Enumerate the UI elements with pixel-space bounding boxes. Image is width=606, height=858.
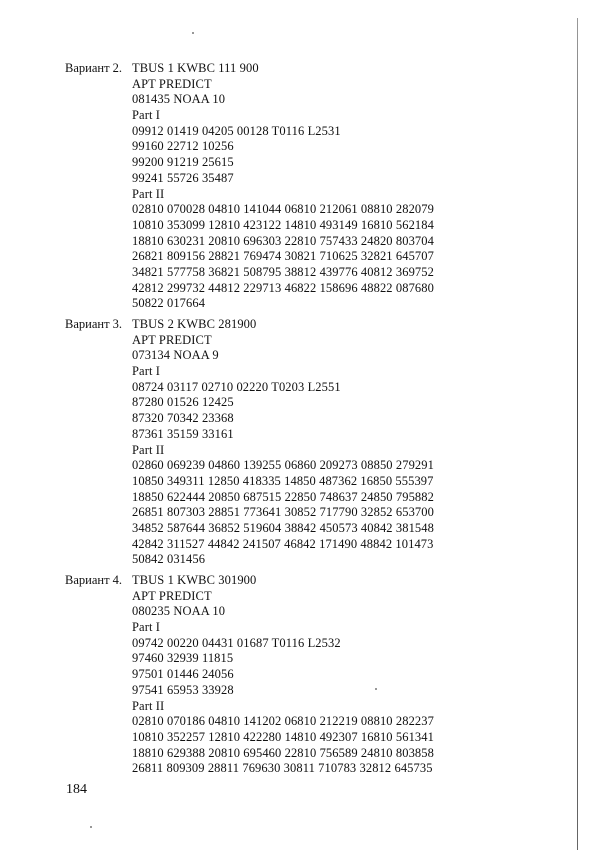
message-line: 10850 349311 12850 418335 14850 487362 16850 555397 [132,473,434,488]
message-line: 87320 70342 23368 [132,411,234,426]
message-line: Part II [132,186,165,201]
message-line: 42812 299732 44812 229713 46822 158696 48822 087680 [132,280,434,295]
message-line: 50842 031456 [132,552,206,567]
message-line: 97501 01446 24056 [132,667,234,682]
message-line: Part II [132,698,165,713]
message-line: TBUS 2 KWBC 281900 [132,317,257,331]
scan-speck [90,826,92,828]
message-line: APT PREDICT [132,76,212,91]
message-line: 09912 01419 04205 00128 T0116 L2531 [132,123,341,138]
scan-speck [192,32,194,34]
message-lines [132,317,434,568]
message-line: 10810 352257 12810 422280 14810 492307 16810 561341 [132,729,434,744]
message-line: 18810 629388 20810 695460 22810 756589 24810 803858 [132,745,434,760]
message-line: 02810 070186 04810 141202 06810 212219 08810 282237 [132,714,434,729]
message-line: 42842 311527 44842 241507 46842 171490 48842 101473 [132,536,434,551]
message-line: 08724 03117 02710 02220 T0203 L2551 [132,379,341,394]
message-line: Part II [132,442,165,457]
message-line: Part I [132,620,161,635]
message-line: 26821 809156 28821 769474 30821 710625 32821 645707 [132,249,434,264]
message-line: 02810 070028 04810 141044 06810 212061 08810 282079 [132,202,434,217]
message-line: 97460 32939 11815 [132,651,234,666]
message-line: 26811 809309 28811 769630 30811 710783 32812 645735 [132,761,433,776]
message-line: 073134 NOAA 9 [132,348,219,363]
message-line: 18850 622444 20850 687515 22850 748637 24850 795882 [132,489,434,504]
message-line: 34852 587644 36852 519604 38842 450573 40842 381548 [132,520,434,535]
message-line: 26851 807303 28851 773641 30852 717790 32852 653700 [132,505,434,520]
message-line: 34821 577758 36821 508795 38812 439776 40812 369752 [132,264,434,279]
message-line: 87361 35159 33161 [132,426,234,441]
message-line: TBUS 1 KWBC 301900 [132,573,257,587]
message-line: 87280 01526 12425 [132,395,234,410]
message-line: APT PREDICT [132,588,212,603]
message-line: Part I [132,364,161,379]
message-line: 09742 00220 04431 01687 T0116 L2532 [132,635,341,650]
page-number: 184 [66,782,87,797]
message-line: 02860 069239 04860 139255 06860 209273 08850 279291 [132,458,434,473]
message-lines [132,573,434,777]
message-line: 99241 55726 35487 [132,170,234,185]
message-line: 99160 22712 10256 [132,139,234,154]
message-line: 18810 630231 20810 696303 22810 757433 24820 803704 [132,233,434,248]
message-line: 080235 NOAA 10 [132,604,226,619]
scan-edge-shadow [577,18,578,850]
message-line: 97541 65953 33928 [132,682,234,697]
message-line: 10810 353099 12810 423122 14810 493149 16810 562184 [132,217,434,232]
variant-label: Вариант 4. [65,573,123,587]
message-line: 50822 017664 [132,296,206,311]
message-line: 081435 NOAA 10 [132,92,226,107]
message-line: Part I [132,108,161,123]
variant-label: Вариант 3. [65,317,123,331]
message-line: 99200 91219 25615 [132,155,234,170]
variant-label: Вариант 2. [65,61,123,75]
message-line: TBUS 1 KWBC 111 900 [132,61,259,75]
message-line: APT PREDICT [132,332,212,347]
message-lines [132,61,434,312]
